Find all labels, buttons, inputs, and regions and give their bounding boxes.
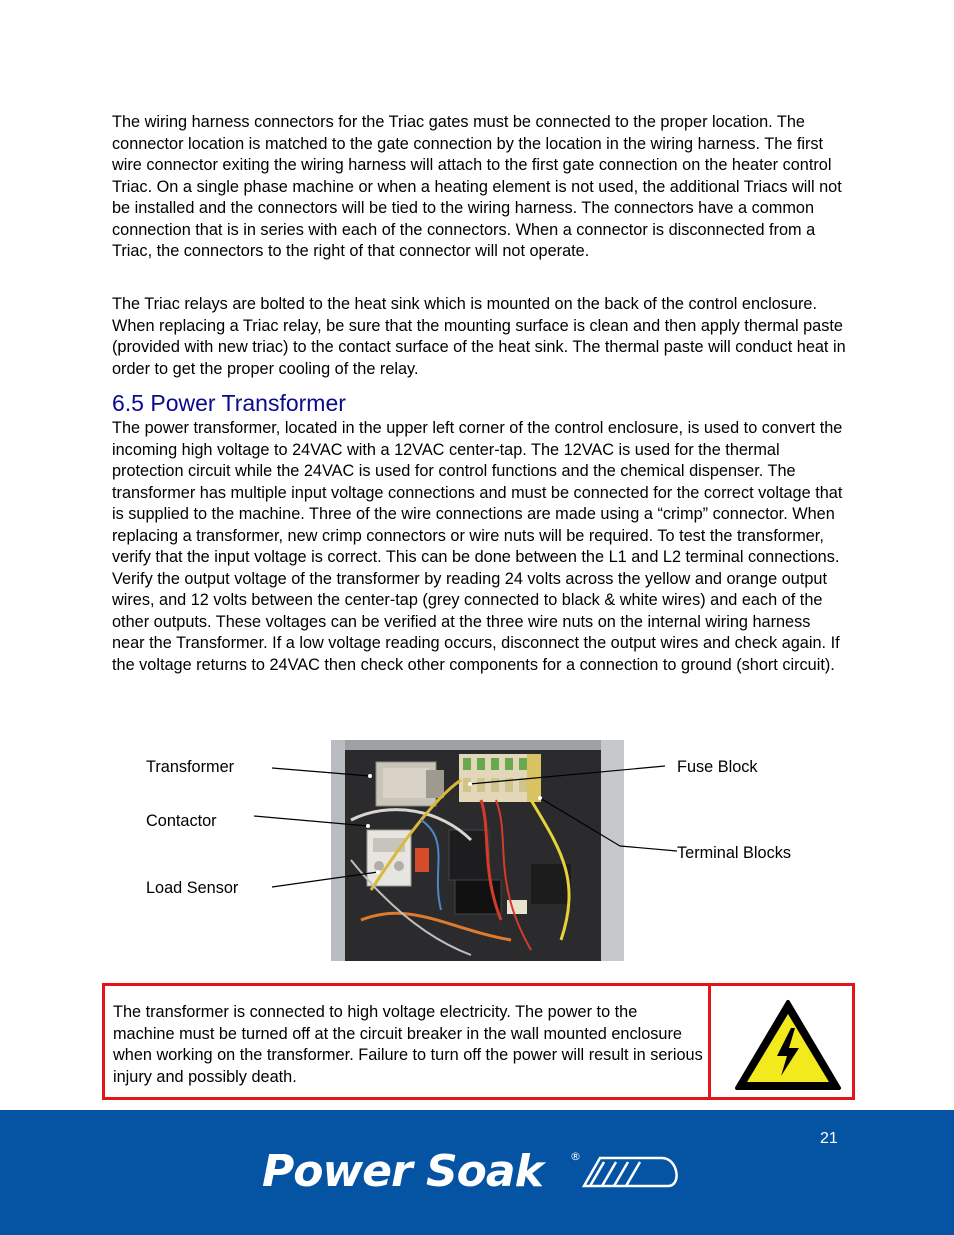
- svg-text:Power Soak: Power Soak: [262, 1146, 543, 1197]
- paragraph-triac-relays: The Triac relays are bolted to the heat sink which is mounted on the back of the control enclosure. When replacing a Triac relay, be sure that the mounting surface is clean and then apply thermal paste (provided with new triac) to the contact surface of the heat sink. The thermal paste will conduct heat in order to get the proper cooling of the relay.: [112, 295, 846, 378]
- paragraph-power-transformer: The power transformer, located in the upper left corner of the control enclosure, is used to convert the incoming high voltage to 24VAC with a 12VAC center-tap. The 12VAC is used for the thermal protection circuit while the 24VAC is used for control functions and the chemical dispenser. The transformer has multiple input voltage connections and must be connected for the correct voltage that is supplied to the machine. Three of the wire connections are made using a “crimp” connector. When replacing a transformer, new crimp connectors or wire nuts will be required. To test the transformer, verify that the input voltage is correct. This can be done between the L1 and L2 terminal connections. Verify the output voltage of the transformer by reading 24 volts across the yellow and orange output wires, and 12 volts between the center-tap (grey connected to black & white wires) and each of the other outputs. These voltages can be verified at the three wire nuts on the internal wiring harness near the Transformer. If a low voltage reading occurs, disconnect the output wires and check again. If the voltage returns to 24VAC then check other components for a connection to ground (short circuit).: [112, 419, 843, 674]
- page-number: 21: [820, 1130, 838, 1147]
- label-terminal-blocks: Terminal Blocks: [677, 844, 791, 862]
- power-soak-logo: [262, 1140, 692, 1200]
- warning-divider: [708, 986, 711, 1097]
- high-voltage-warning-icon: [733, 998, 843, 1094]
- warning-box: [102, 983, 855, 1100]
- label-load-sensor: Load Sensor: [146, 879, 239, 897]
- paragraph-triac-connectors: The wiring harness connectors for the Triac gates must be connected to the proper location. The connector location is matched to the gate connection by the location in the wiring harness. The first wire connector exiting the wiring harness will attach to the first gate connection on the heater control Triac. On a single phase machine or when a heating element is not used, the additional Triacs will not be installed and the connectors will be tied to the wiring harness. The connectors have a common connection that is in series with each of the connectors. When a connector is disconnected from a Triac, the connectors to the right of that connector will not operate.: [112, 113, 842, 260]
- label-fuse-block: Fuse Block: [677, 758, 758, 776]
- section-heading: 6.5 Power Transformer: [112, 390, 346, 416]
- label-transformer: Transformer: [146, 758, 235, 776]
- label-contactor: Contactor: [146, 812, 217, 830]
- svg-text:®: ®: [570, 1150, 581, 1163]
- footer-bar: [0, 1110, 954, 1235]
- control-enclosure-photo: [331, 740, 624, 961]
- warning-text: The transformer is connected to high voltage electricity. The power to the machine must be turned off at the circuit breaker in the wall mounted enclosure when working on the transformer. Failure to turn off the power will result in serious injury and possibly death.: [113, 1003, 703, 1086]
